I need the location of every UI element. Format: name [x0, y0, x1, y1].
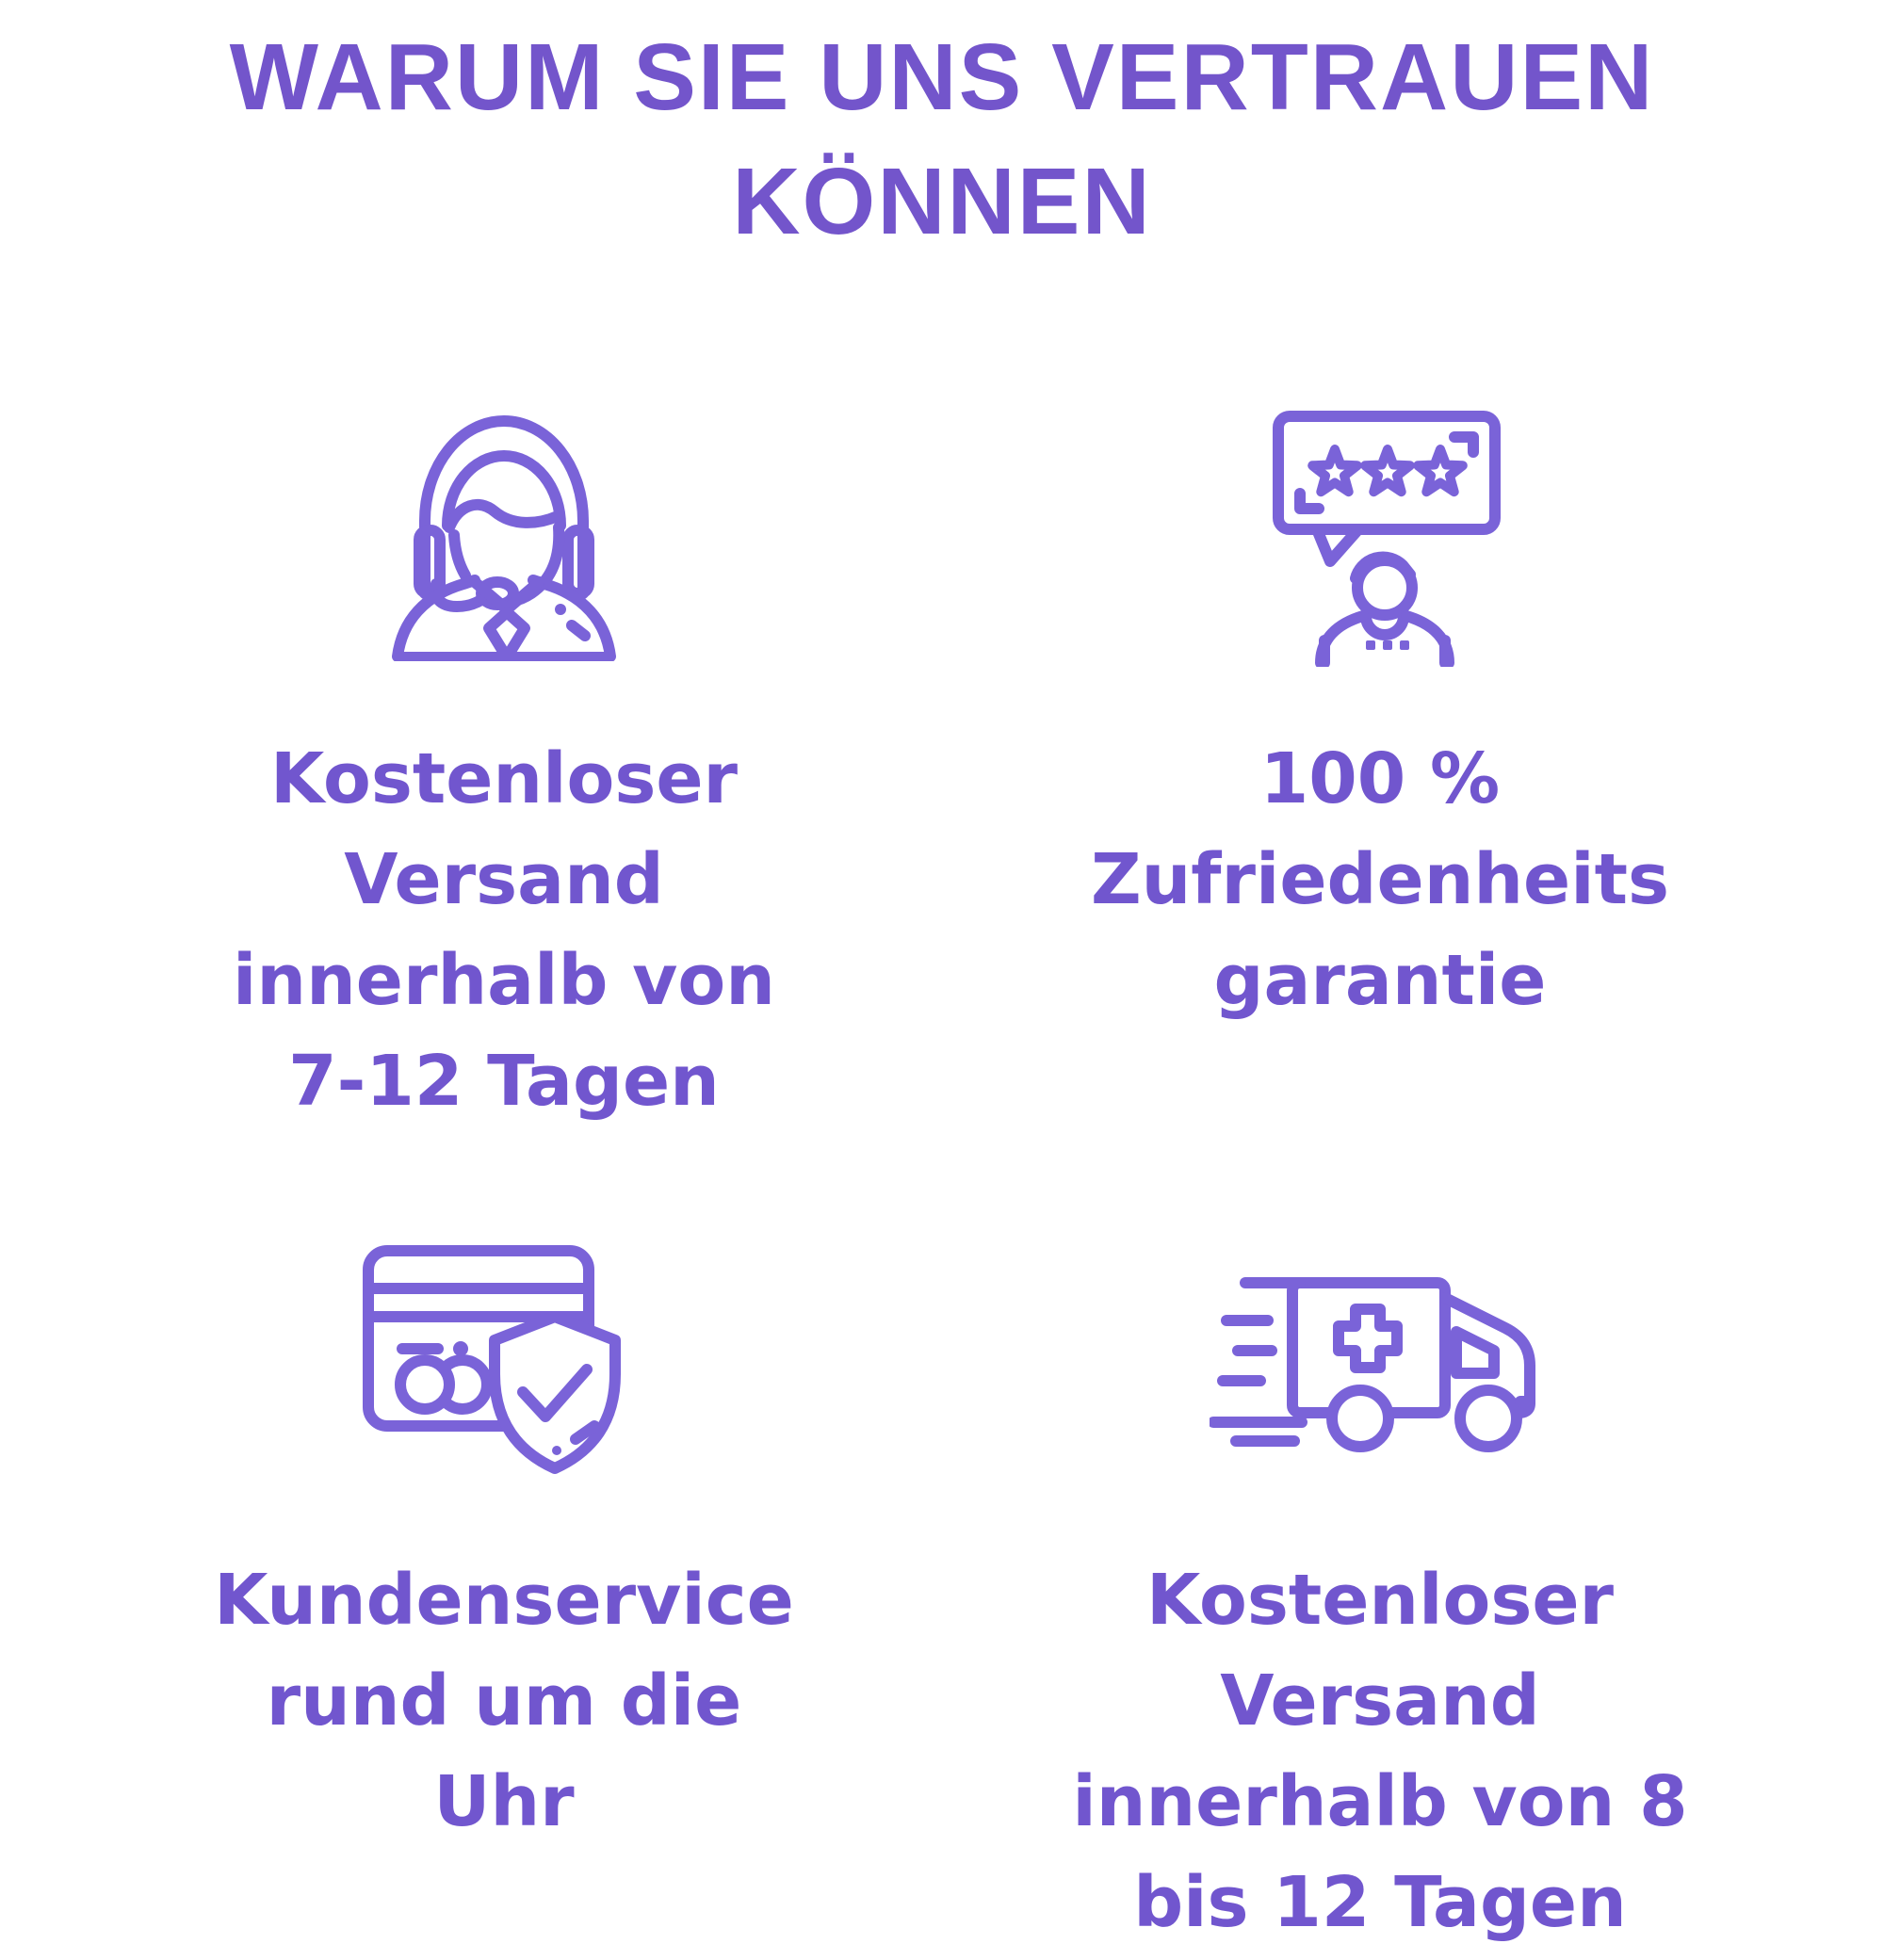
feature-caption — [1072, 1550, 1687, 1953]
page-title — [0, 0, 1884, 264]
feature-card-service — [66, 1226, 942, 1953]
feature-caption — [214, 1550, 794, 1853]
feature-card-shipping-7-12 — [66, 405, 942, 1132]
caption-line: rund um die — [266, 1660, 742, 1741]
caption-line: Kostenloser — [269, 738, 739, 819]
caption-line: innerhalb von — [233, 940, 775, 1021]
fast-delivery-truck-icon — [1210, 1226, 1551, 1490]
feature-caption — [1091, 729, 1669, 1031]
caption-line: Kundenservice — [214, 1560, 794, 1641]
feature-card-shipping-8-12 — [942, 1226, 1818, 1953]
page-title-line2: KÖNNEN — [732, 149, 1152, 254]
feature-card-satisfaction — [942, 405, 1818, 1132]
caption-line: garantie — [1213, 940, 1547, 1021]
caption-line: 100 % — [1259, 738, 1501, 819]
page-title-line1: WARUM SIE UNS VERTRAUEN — [229, 24, 1655, 130]
customer-rating-stars-icon — [1255, 405, 1506, 669]
feature-caption — [233, 729, 775, 1132]
secure-payment-card-shield-icon — [361, 1226, 647, 1490]
caption-line: Kostenloser — [1145, 1560, 1615, 1641]
support-agent-headset-icon — [391, 405, 617, 669]
caption-line: bis 12 Tagen — [1133, 1862, 1627, 1943]
caption-line: 7-12 Tagen — [288, 1041, 720, 1122]
caption-line: innerhalb von 8 — [1072, 1761, 1688, 1842]
caption-line: Versand — [344, 839, 664, 920]
features-grid — [66, 405, 1818, 1953]
caption-line: Versand — [1220, 1660, 1540, 1741]
caption-line: Zufriedenheits — [1090, 839, 1670, 920]
caption-line: Uhr — [433, 1761, 575, 1842]
